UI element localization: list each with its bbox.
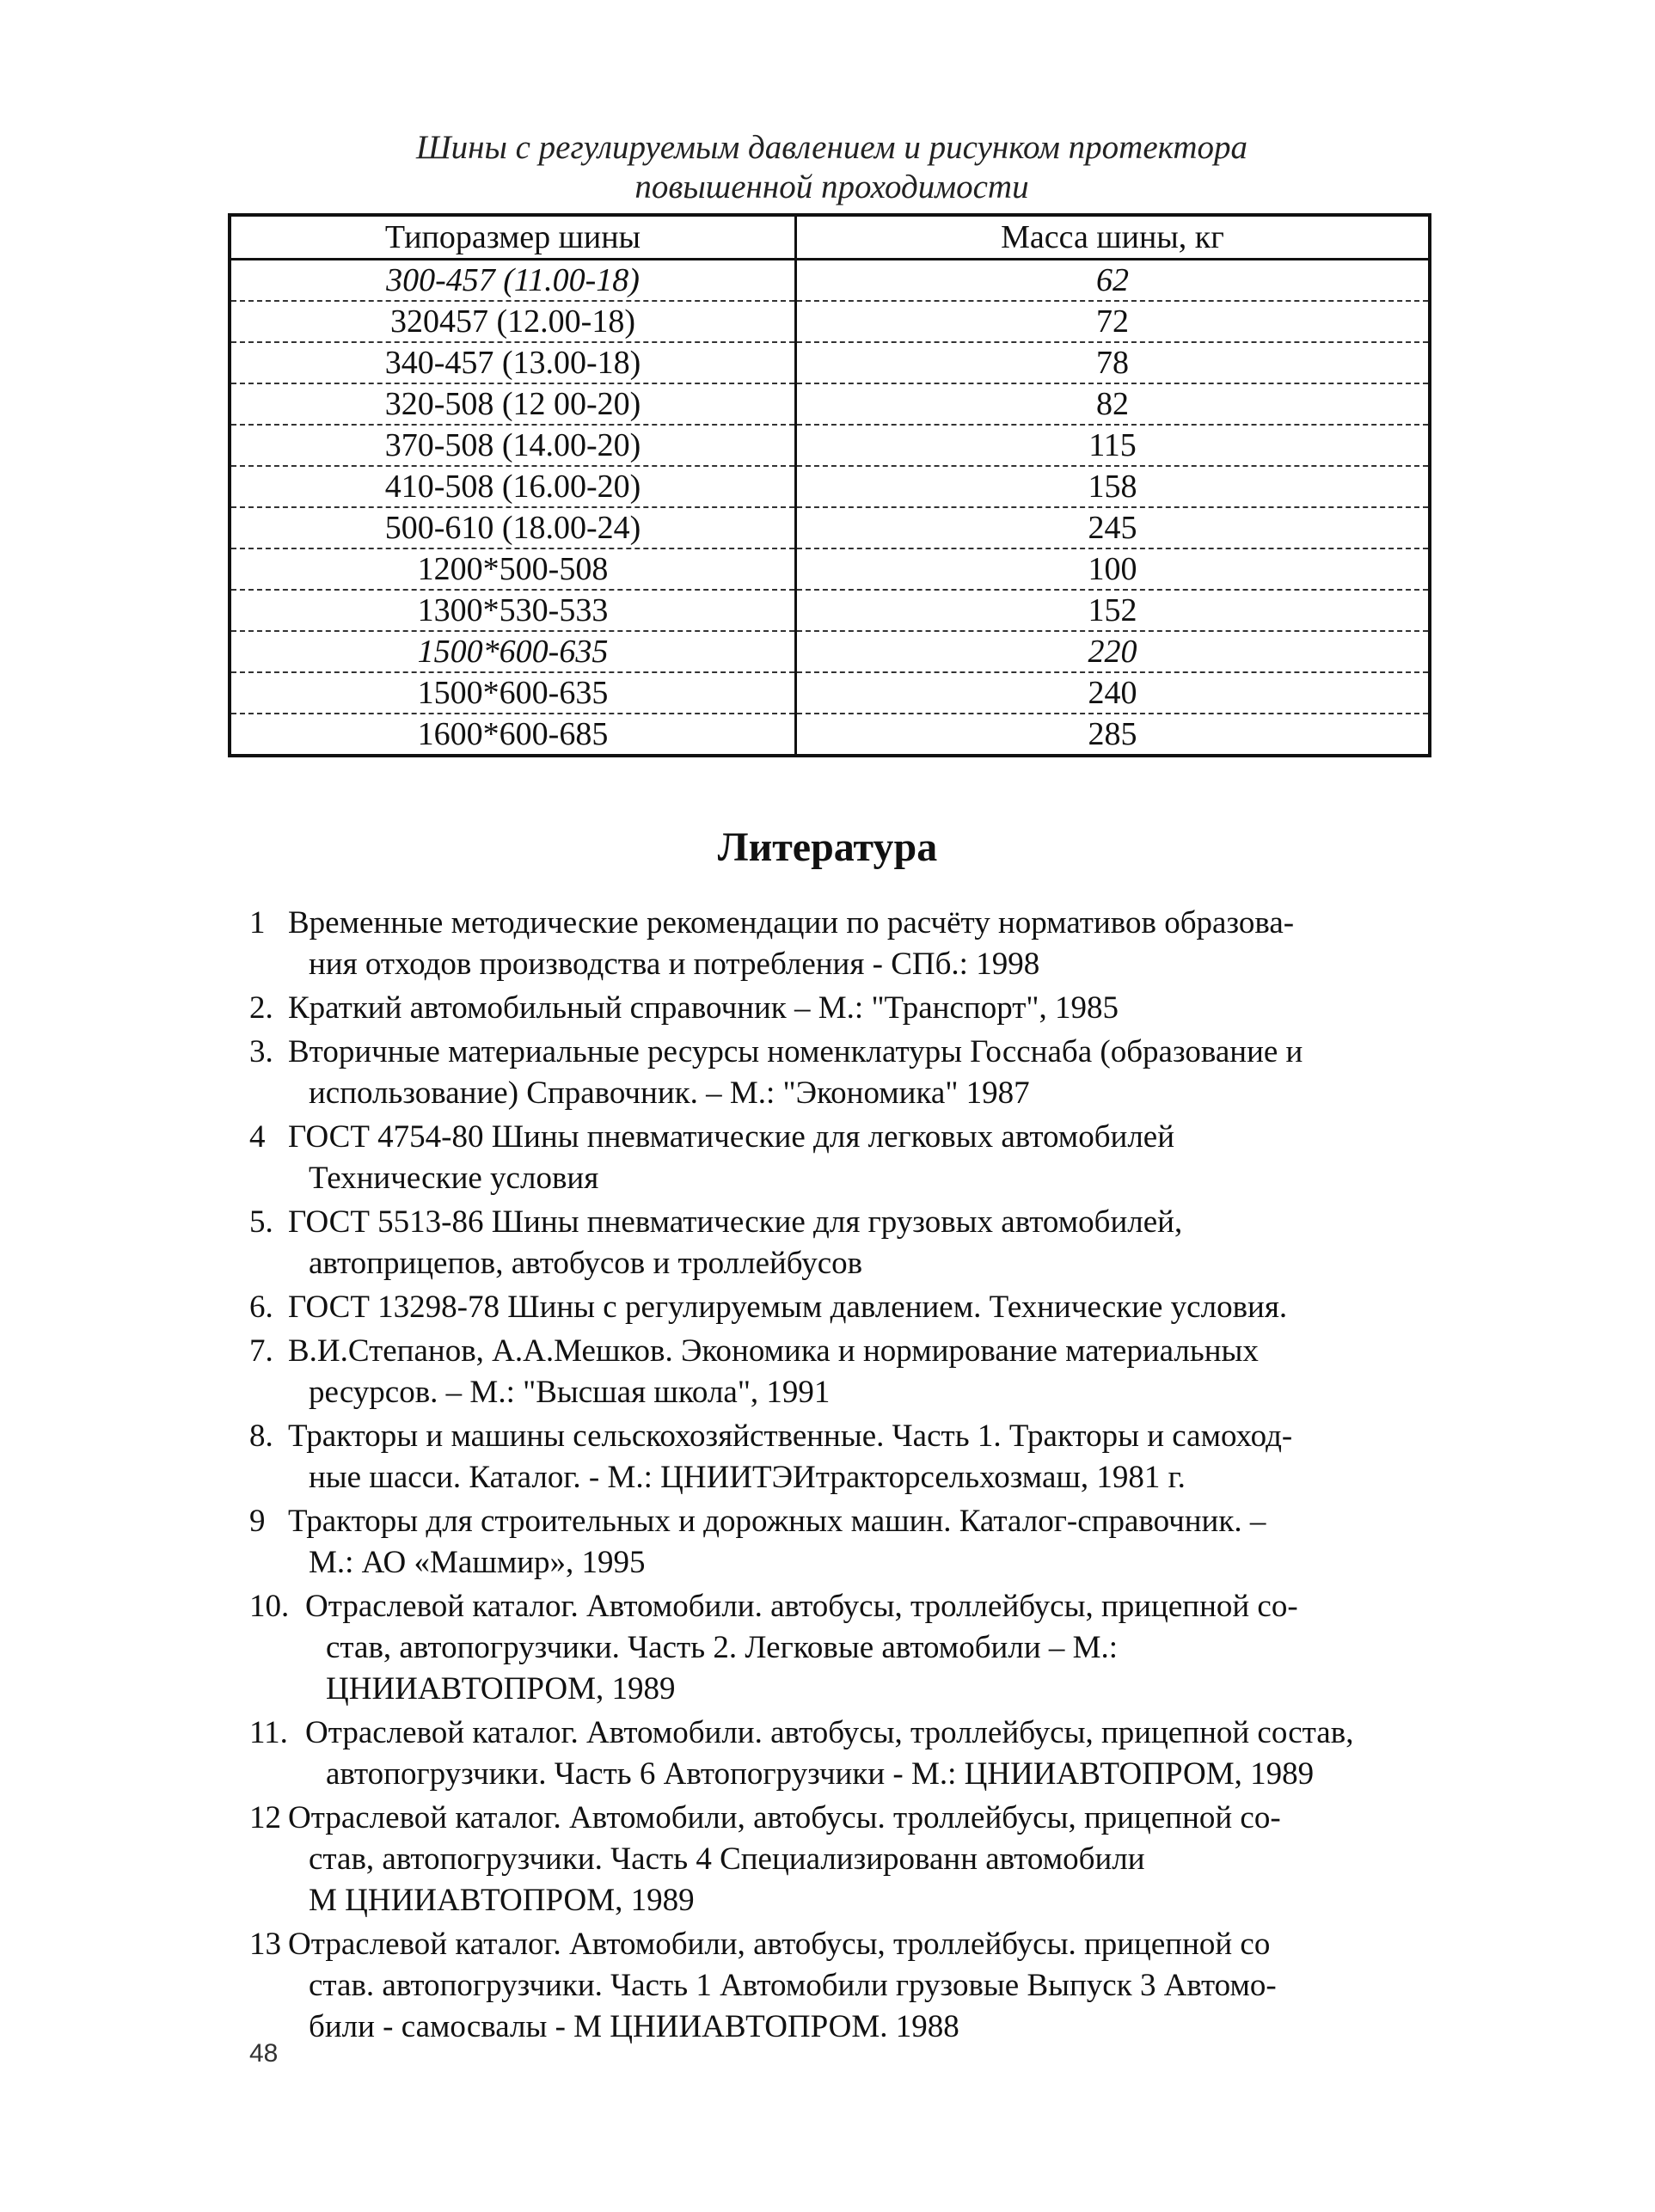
reference-item	[249, 1501, 1453, 1584]
reference-text-line: ГОСТ 13298-78 Шины с регулируемым давлением. Технические условия.	[288, 1290, 1288, 1325]
reference-item	[249, 903, 1453, 985]
reference-number: 7.	[249, 1333, 273, 1369]
reference-number: 8.	[249, 1418, 273, 1454]
reference-text-line: ГОСТ 5513-86 Шины пневматические для грузовых автомобилей,	[288, 1204, 1183, 1240]
reference-text-line: став, автопогрузчики. Часть 4 Специализированн автомобили	[309, 1841, 1145, 1877]
reference-number: 1	[249, 905, 266, 941]
tire-mass-cell: 158	[796, 466, 1431, 507]
tire-size-cell: 320-508 (12 00-20)	[230, 383, 796, 425]
reference-item	[249, 1032, 1453, 1114]
tire-size-cell: 500-610 (18.00-24)	[230, 507, 796, 548]
reference-item	[249, 1202, 1453, 1284]
tire-mass-cell: 285	[796, 714, 1431, 756]
header-tire-mass: Масса шины, кг	[796, 215, 1431, 260]
tire-mass-cell: 82	[796, 383, 1431, 425]
table-caption-line-2: повышенной проходимости	[634, 169, 1029, 205]
reference-list	[249, 903, 1453, 2050]
page-number: 48	[249, 2039, 279, 2068]
reference-number: 10.	[249, 1589, 290, 1624]
reference-item	[249, 988, 1453, 1029]
reference-text-line: Отраслевой каталог. Автомобили, автобусы, троллейбусы. прицепной со	[288, 1927, 1271, 1962]
reference-text-line: Отраслевой каталог. Автомобили. автобусы, троллейбусы, прицепной со-	[305, 1589, 1298, 1624]
table-row	[230, 672, 1430, 714]
reference-number: 6.	[249, 1290, 273, 1325]
table-row	[230, 342, 1430, 383]
reference-number: 11.	[249, 1715, 288, 1750]
reference-text-line: Технические условия	[309, 1161, 599, 1196]
reference-number: 9	[249, 1504, 266, 1539]
tire-size-cell: 410-508 (16.00-20)	[230, 466, 796, 507]
reference-item	[249, 1117, 1453, 1199]
tire-mass-cell: 240	[796, 672, 1431, 714]
reference-text-line: автоприцепов, автобусов и троллейбусов	[309, 1246, 863, 1281]
reference-item	[249, 1713, 1453, 1795]
reference-item	[249, 1287, 1453, 1328]
table-row	[230, 714, 1430, 756]
table-row	[230, 425, 1430, 466]
literature-heading: Литература	[717, 824, 938, 870]
reference-text-line: ресурсов. – М.: "Высшая школа", 1991	[309, 1375, 831, 1410]
reference-item	[249, 1924, 1453, 2048]
reference-text-line: Временные методические рекомендации по расчёту нормативов образова-	[288, 905, 1295, 941]
tire-mass-cell: 152	[796, 590, 1431, 631]
tire-size-cell: 1500*600-635	[230, 631, 796, 672]
table-row	[230, 631, 1430, 672]
reference-text-line: Тракторы для строительных и дорожных машин. Каталог-справочник. –	[288, 1504, 1266, 1539]
table-row	[230, 507, 1430, 548]
reference-text-line: Вторичные материальные ресурсы номенклатуры Госснаба (образование и	[288, 1034, 1303, 1069]
table-header-row	[230, 215, 1430, 260]
tire-size-cell: 340-457 (13.00-18)	[230, 342, 796, 383]
reference-number: 13	[249, 1927, 281, 1962]
reference-item	[249, 1331, 1453, 1413]
tire-mass-cell: 72	[796, 301, 1431, 342]
table-row	[230, 301, 1430, 342]
reference-text-line: М ЦНИИАВТОПРОМ, 1989	[309, 1883, 695, 1918]
table-row	[230, 548, 1430, 590]
table-row	[230, 466, 1430, 507]
tire-size-cell: 370-508 (14.00-20)	[230, 425, 796, 466]
reference-number: 3.	[249, 1034, 273, 1069]
reference-text-line: Отраслевой каталог. Автомобили. автобусы, троллейбусы, прицепной состав,	[305, 1715, 1354, 1750]
table-caption-line-1: Шины с регулируемым давлением и рисунком протектора	[415, 129, 1248, 166]
reference-text-line: став, автопогрузчики. Часть 2. Легковые автомобили – М.:	[326, 1630, 1119, 1665]
reference-text-line: Отраслевой каталог. Автомобили, автобусы. троллейбусы, прицепной со-	[288, 1800, 1281, 1835]
tire-size-cell: 1200*500-508	[230, 548, 796, 590]
reference-number: 12	[249, 1800, 281, 1835]
tire-size-cell: 1600*600-685	[230, 714, 796, 756]
header-tire-size: Типоразмер шины	[230, 215, 796, 260]
tire-size-cell: 1500*600-635	[230, 672, 796, 714]
reference-text-line: ные шасси. Каталог. - М.: ЦНИИТЭИтракторсельхозмаш, 1981 г.	[309, 1460, 1186, 1495]
tire-mass-cell: 62	[796, 260, 1431, 302]
table-row	[230, 260, 1430, 302]
tire-size-cell: 320457 (12.00-18)	[230, 301, 796, 342]
reference-text-line: Краткий автомобильный справочник – М.: "Транспорт", 1985	[288, 990, 1119, 1026]
reference-text-line: Тракторы и машины сельскохозяйственные. Часть 1. Тракторы и самоход-	[288, 1418, 1293, 1454]
tire-size-cell: 300-457 (11.00-18)	[230, 260, 796, 302]
reference-text-line: ГОСТ 4754-80 Шины пневматические для легковых автомобилей	[288, 1119, 1175, 1155]
reference-item	[249, 1798, 1453, 1921]
tire-mass-cell: 78	[796, 342, 1431, 383]
reference-text-line: били - самосвалы - М ЦНИИАВТОПРОМ. 1988	[309, 2009, 959, 2044]
reference-item	[249, 1416, 1453, 1498]
reference-number: 4	[249, 1119, 266, 1155]
tire-mass-table	[228, 213, 1431, 757]
reference-text-line: став. автопогрузчики. Часть 1 Автомобили грузовые Выпуск 3 Автомо-	[309, 1968, 1277, 2003]
tire-mass-cell: 115	[796, 425, 1431, 466]
reference-item	[249, 1586, 1453, 1710]
tire-mass-cell: 245	[796, 507, 1431, 548]
tire-size-cell: 1300*530-533	[230, 590, 796, 631]
tire-mass-cell: 100	[796, 548, 1431, 590]
table-body	[230, 260, 1430, 757]
reference-number: 5.	[249, 1204, 273, 1240]
reference-text-line: В.И.Степанов, А.А.Мешков. Экономика и нормирование материальных	[288, 1333, 1259, 1369]
reference-text-line: М.: АО «Машмир», 1995	[309, 1545, 646, 1580]
reference-number: 2.	[249, 990, 273, 1026]
table-row	[230, 590, 1430, 631]
reference-text-line: ния отходов производства и потребления - СПб.: 1998	[309, 947, 1040, 982]
reference-text-line: ЦНИИАВТОПРОМ, 1989	[326, 1671, 676, 1706]
reference-text-line: автопогрузчики. Часть 6 Автопогрузчики - М.: ЦНИИАВТОПРОМ, 1989	[326, 1756, 1315, 1792]
table-row	[230, 383, 1430, 425]
tire-mass-cell: 220	[796, 631, 1431, 672]
reference-text-line: использование) Справочник. – М.: "Экономика" 1987	[309, 1075, 1030, 1111]
